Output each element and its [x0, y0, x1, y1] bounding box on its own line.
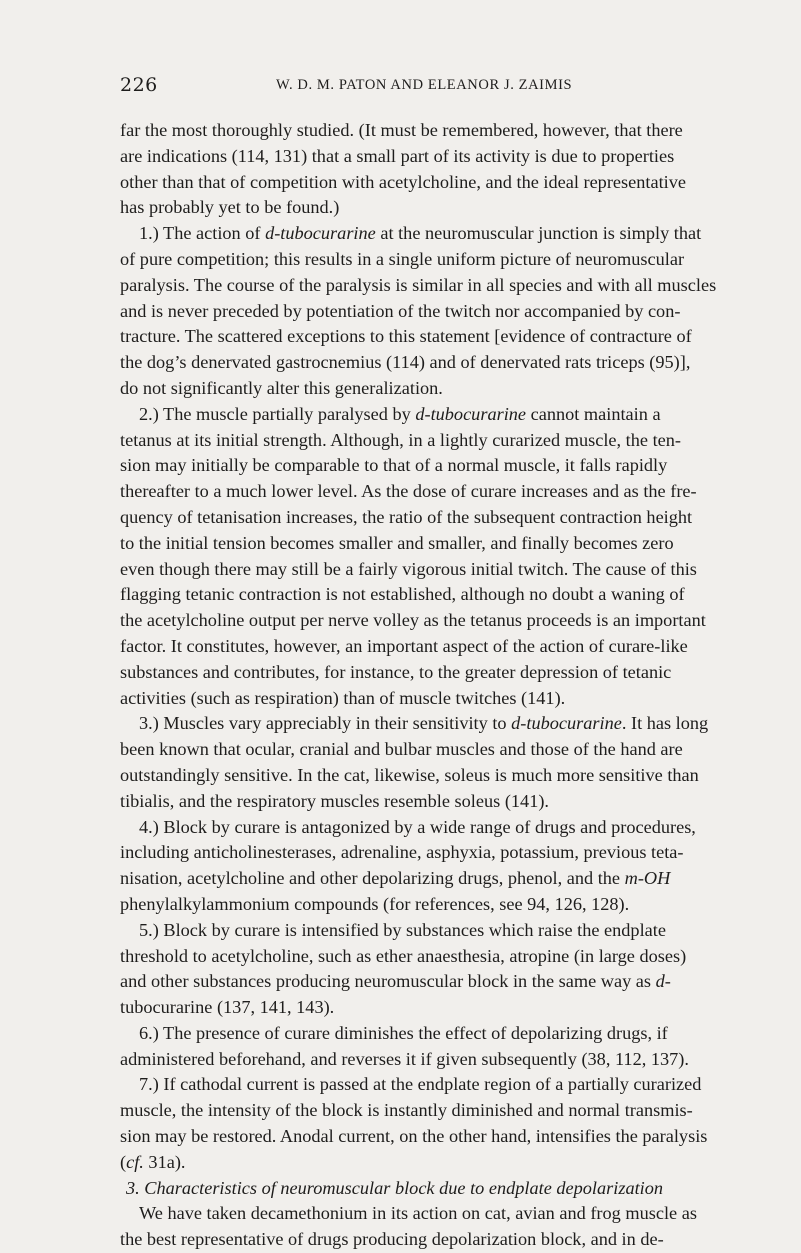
italic-term: m-OH	[624, 868, 671, 889]
text-line: 2.) The muscle partially paralysed by d-tubocurarine cannot maintain a	[139, 403, 661, 424]
text-line: substances and contributes, for instance, to the greater depression of tetanic	[120, 661, 672, 682]
text-line: tibialis, and the respiratory muscles resemble soleus (141).	[120, 790, 549, 811]
text-line: the acetylcholine output per nerve volley as the tetanus proceeds is an important	[120, 610, 706, 631]
text-line: flagging tetanic contraction is not established, although no doubt a waning of	[120, 584, 685, 605]
text-line: has probably yet to be found.)	[120, 197, 340, 218]
page-header	[0, 72, 801, 100]
section-heading: 3. Characteristics of neuromuscular block due to endplate depolarization	[126, 1177, 664, 1198]
text-line: 3.) Muscles vary appreciably in their sensitivity to d-tubocurarine. It has long	[139, 713, 709, 734]
italic-term: d-tubocurarine	[415, 403, 527, 424]
text-line: muscle, the intensity of the block is instantly diminished and normal transmis-	[120, 1100, 693, 1121]
text-line: threshold to acetylcholine, such as ether anaesthesia, atropine (in large doses)	[120, 945, 687, 966]
page-number: 226	[120, 74, 158, 96]
text-line: paralysis. The course of the paralysis is similar in all species and with all muscles	[120, 274, 717, 295]
text-line: even though there may still be a fairly vigorous initial twitch. The cause of this	[120, 558, 697, 579]
italic-term: cf.	[126, 1151, 144, 1172]
text-line: activities (such as respiration) than of muscle twitches (141).	[120, 687, 566, 708]
text-line: been known that ocular, cranial and bulbar muscles and those of the hand are	[120, 739, 683, 760]
text-line: 6.) The presence of curare diminishes the effect of depolarizing drugs, if	[139, 1022, 668, 1043]
text-line: and other substances producing neuromuscular block in the same way as d-	[120, 971, 671, 992]
text-line: sion may be restored. Anodal current, on the other hand, intensifies the paralysis	[120, 1126, 708, 1147]
text-line: 4.) Block by curare is antagonized by a wide range of drugs and procedures,	[139, 816, 696, 837]
text-line: far the most thoroughly studied. (It must be remembered, however, that there	[120, 120, 683, 140]
text-line: including anticholinesterases, adrenaline, asphyxia, potassium, previous teta-	[120, 842, 684, 863]
text-line: other than that of competition with acetylcholine, and the ideal representative	[120, 171, 687, 192]
text-line: and is never preceded by potentiation of the twitch nor accompanied by con-	[120, 300, 681, 321]
running-head: W. D. M. PATON AND ELEANOR J. ZAIMIS	[276, 77, 573, 93]
text-line: are indications (114, 131) that a small part of its activity is due to properties	[120, 145, 675, 166]
text-line: quency of tetanisation increases, the ratio of the subsequent contraction height	[120, 506, 693, 527]
text-line: outstandingly sensitive. In the cat, likewise, soleus is much more sensitive than	[120, 764, 699, 785]
text-line: sion may initially be comparable to that of a normal muscle, it falls rapidly	[120, 455, 668, 476]
text-line: do not significantly alter this generalization.	[120, 377, 443, 398]
text-line: tetanus at its initial strength. Although, in a lightly curarized muscle, the ten-	[120, 429, 682, 450]
text-line: the best representative of drugs producing depolarization block, and in de-	[120, 1229, 664, 1250]
text-line: to the initial tension becomes smaller and smaller, and finally becomes zero	[120, 532, 674, 553]
text-line: administered beforehand, and reverses it if given subsequently (38, 112, 137).	[120, 1048, 689, 1069]
italic-term: d-	[655, 971, 671, 992]
text-line: 7.) If cathodal current is passed at the endplate region of a partially curarized	[139, 1074, 702, 1095]
italic-term: d-tubocurarine	[511, 713, 622, 734]
text-line: tracture. The scattered exceptions to this statement [evidence of contracture of	[120, 326, 692, 347]
body-text	[120, 118, 801, 1253]
text-line: 5.) Block by curare is intensified by substances which raise the endplate	[139, 919, 666, 940]
text-line: nisation, acetylcholine and other depolarizing drugs, phenol, and the m-OH	[120, 868, 671, 889]
text-line: of pure competition; this results in a single uniform picture of neuromuscular	[120, 248, 685, 269]
text-line: thereafter to a much lower level. As the dose of curare increases and as the fre-	[120, 481, 697, 502]
text-line: factor. It constitutes, however, an important aspect of the action of curare-like	[120, 635, 688, 656]
text-line: We have taken decamethonium in its action on cat, avian and frog muscle as	[139, 1203, 697, 1224]
italic-term: d-tubocurarine	[265, 223, 376, 244]
text-line: the dog’s denervated gastrocnemius (114) and of denervated rats triceps (95)],	[120, 352, 691, 373]
text-line: phenylalkylammonium compounds (for references, see 94, 126, 128).	[120, 893, 630, 914]
text-line: (cf. 31a).	[120, 1151, 186, 1172]
text-line: 1.) The action of d-tubocurarine at the neuromuscular junction is simply that	[139, 223, 702, 244]
text-line: tubocurarine (137, 141, 143).	[120, 997, 335, 1018]
